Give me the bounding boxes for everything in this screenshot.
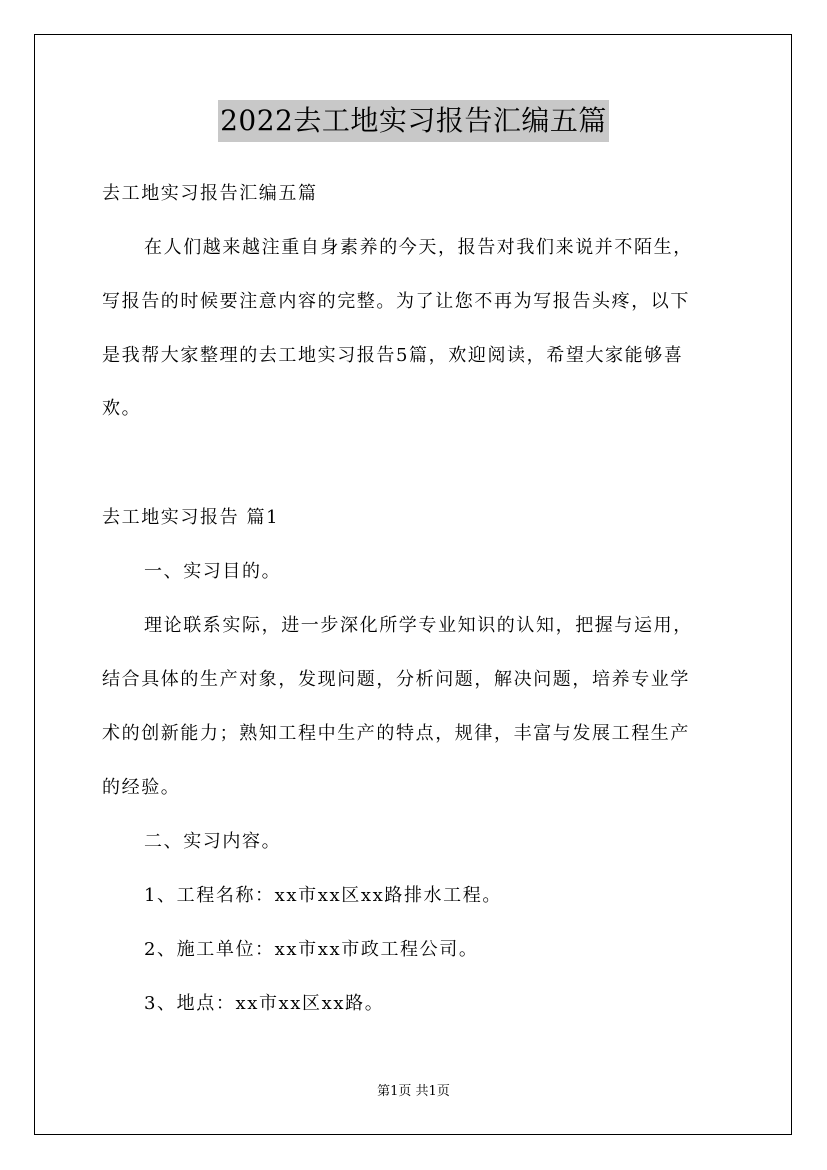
purpose-heading: 一、实习目的。 — [144, 561, 282, 582]
purpose-line-4: 的经验。 — [102, 777, 181, 798]
section-heading: 去工地实习报告 篇1 — [102, 507, 280, 528]
page-number-footer: 第1页 共1页 — [377, 1084, 450, 1099]
intro-line-2: 写报告的时候要注意内容的完整。为了让您不再为写报告头疼，以下 — [102, 291, 690, 312]
purpose-line-2: 结合具体的生产对象，发现问题，分析问题，解决问题，培养专业学 — [102, 669, 690, 690]
list-item: 3、地点：xx市xx区xx路。 — [144, 993, 385, 1014]
purpose-line-3: 术的创新能力；熟知工程中生产的特点，规律，丰富与发展工程生产 — [102, 723, 690, 744]
purpose-line-1: 理论联系实际，进一步深化所学专业知识的认知，把握与运用， — [144, 615, 693, 636]
list-item: 1、工程名称：xx市xx区xx路排水工程。 — [144, 885, 502, 906]
intro-line-3: 是我帮大家整理的去工地实习报告5篇，欢迎阅读，希望大家能够喜 — [102, 345, 684, 366]
subtitle: 去工地实习报告汇编五篇 — [102, 183, 318, 204]
list-item: 2、施工单位：xx市xx市政工程公司。 — [144, 939, 479, 960]
content-heading: 二、实习内容。 — [144, 831, 282, 852]
title-container — [0, 100, 827, 142]
intro-line-4: 欢。 — [102, 398, 142, 419]
document-title: 2022去工地实习报告汇编五篇 — [218, 100, 609, 142]
intro-line-1: 在人们越来越注重自身素养的今天，报告对我们来说并不陌生， — [144, 237, 693, 258]
